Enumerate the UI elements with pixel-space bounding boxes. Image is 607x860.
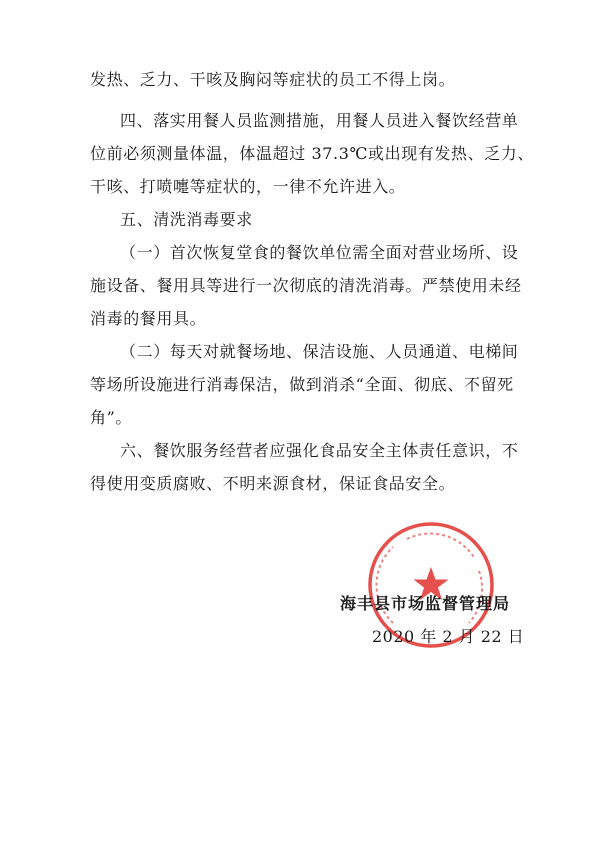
body-line-1: 发热、乏力、干咳及胸闷等症状的员工不得上岗。: [90, 70, 456, 89]
body-line-2: 四、落实用餐人员监测措施，用餐人员进入餐饮经营单: [120, 111, 519, 130]
body-line-11: 角”。: [90, 408, 132, 427]
body-line-7: 施设备、餐用具等进行一次彻底的清洗消毒。严禁使用未经: [90, 276, 522, 295]
issue-date: 2020 年 2 月 22 日: [372, 627, 525, 646]
body-line-12: 六、餐饮服务经营者应强化食品安全主体责任意识，不: [120, 441, 519, 460]
issuing-organization: 海丰县市场监督管理局: [340, 594, 511, 613]
body-line-9: （二）每天对就餐场地、保洁设施、人员通道、电梯间: [120, 342, 519, 361]
body-line-8: 消毒的餐用具。: [90, 309, 207, 328]
section-heading-5: 五、清洗消毒要求: [120, 210, 253, 229]
body-line-3: 位前必须测量体温，体温超过 37.3℃或出现有发热、乏力、: [90, 144, 535, 163]
body-line-4: 干咳、打喷嚏等症状的，一律不允许进入。: [90, 177, 406, 196]
body-line-10: 等场所设施进行消毒保洁，做到消杀“全面、彻底、不留死: [90, 375, 514, 394]
body-line-6: （一）首次恢复堂食的餐饮单位需全面对营业场所、设: [120, 243, 519, 262]
body-line-13: 得使用变质腐败、不明来源食材，保证食品安全。: [90, 474, 456, 493]
